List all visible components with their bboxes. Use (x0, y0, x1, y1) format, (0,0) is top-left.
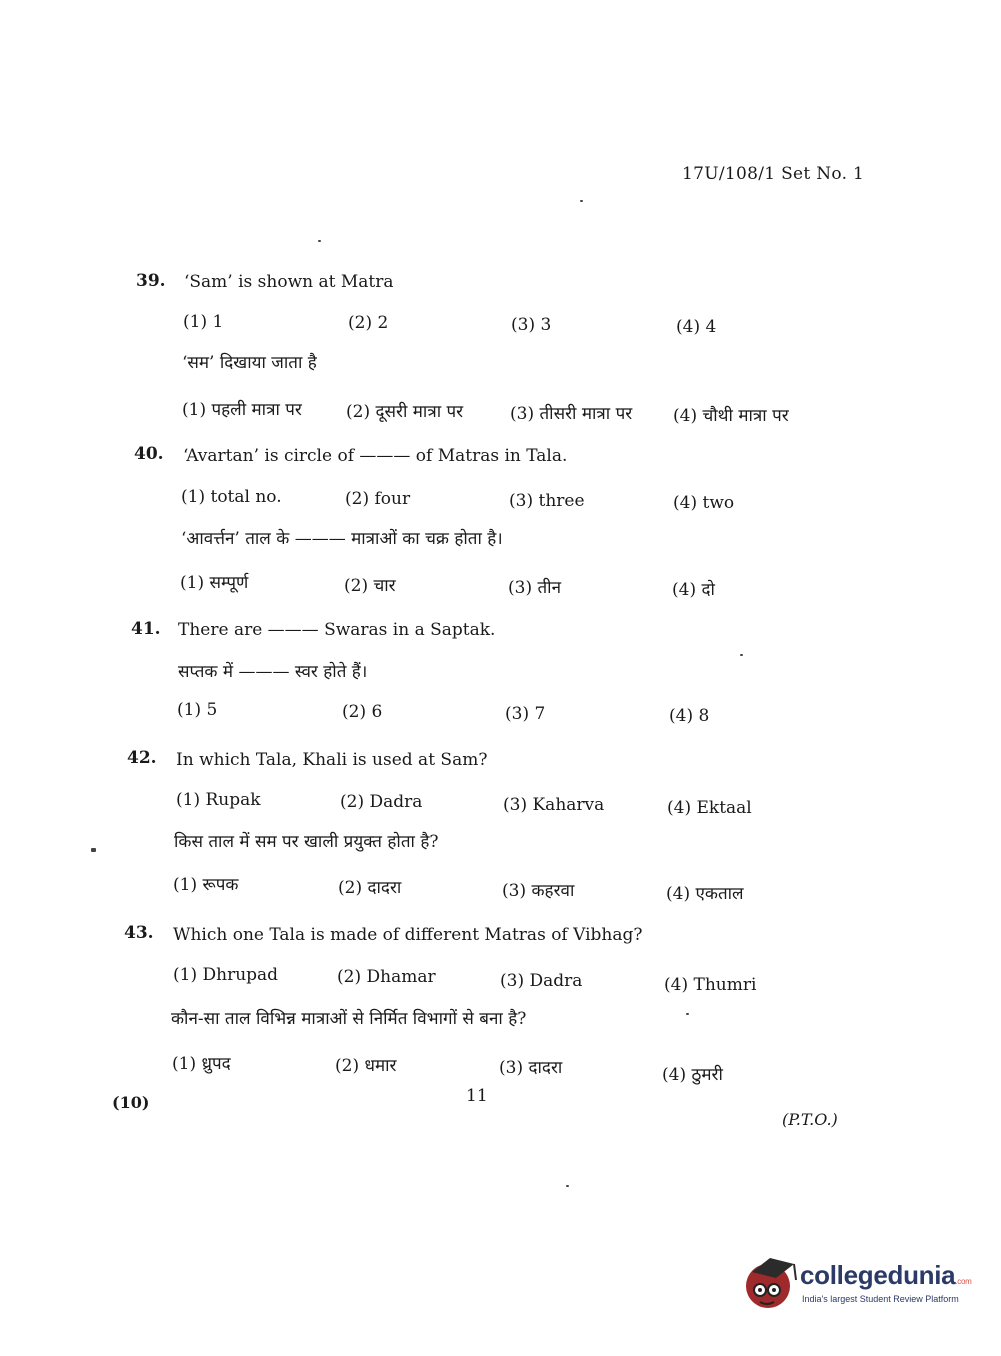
option: (2) four (345, 489, 411, 509)
option: (3) कहरवा (502, 881, 575, 901)
header-code: 17U/108/1 Set No. 1 (682, 164, 865, 184)
option: (3) Kaharva (503, 795, 605, 815)
option: (1) ध्रुपद (172, 1054, 231, 1074)
option: (3) 3 (511, 315, 552, 335)
page-number: 11 (466, 1086, 488, 1106)
option: (4) ठुमरी (662, 1065, 723, 1085)
option: (1) पहली मात्रा पर (182, 400, 302, 420)
option: (1) Rupak (176, 790, 261, 810)
question-text-hi: किस ताल में सम पर खाली प्रयुक्त होता है? (174, 832, 439, 852)
option: (3) तीन (508, 578, 562, 598)
pto-label: (P.T.O.) (782, 1110, 838, 1129)
option: (3) 7 (505, 704, 546, 724)
scan-speck (740, 654, 743, 656)
question-text-hi: सप्तक में ——— स्वर होते हैं। (178, 662, 368, 682)
option: (2) Dhamar (337, 967, 436, 987)
option: (1) 5 (177, 700, 218, 720)
scan-speck (318, 240, 321, 242)
logo-name: collegedunia (800, 1260, 956, 1290)
logo-wordmark (800, 1260, 971, 1291)
option: (4) 4 (676, 317, 717, 337)
option: (4) एकताल (666, 884, 744, 904)
option: (3) three (509, 491, 585, 511)
question-text-hi: ‘सम’ दिखाया जाता है (182, 353, 317, 373)
option: (4) चौथी मात्रा पर (673, 406, 789, 426)
footer-code: (10) (112, 1093, 150, 1112)
question-text-en: In which Tala, Khali is used at Sam? (176, 750, 488, 770)
question-number: 41. (131, 619, 161, 639)
option: (2) चार (344, 576, 396, 596)
scan-speck (580, 200, 583, 202)
option: (1) 1 (183, 312, 224, 332)
question-text-en: ‘Sam’ is shown at Matra (184, 272, 394, 292)
question-text-hi: ‘आवर्त्तन’ ताल के ——— मात्राओं का चक्र होता है। (181, 529, 503, 549)
question-text-en: There are ——— Swaras in a Saptak. (178, 620, 496, 640)
option: (4) दो (672, 580, 715, 600)
collegedunia-logo (742, 1250, 972, 1314)
scan-speck (91, 848, 96, 852)
scan-speck (686, 1013, 689, 1015)
option: (3) तीसरी मात्रा पर (510, 404, 633, 424)
mascot-icon (742, 1250, 798, 1314)
option: (2) दूसरी मात्रा पर (346, 402, 464, 422)
option: (3) Dadra (500, 971, 583, 991)
option: (4) 8 (669, 706, 710, 726)
logo-dotcom: .com (955, 1277, 972, 1286)
option: (1) total no. (181, 487, 282, 507)
logo-tagline: India's largest Student Review Platform (802, 1294, 959, 1304)
question-number: 43. (124, 923, 154, 943)
option: (2) Dadra (340, 792, 423, 812)
option: (2) 2 (348, 313, 389, 333)
question-text-en: ‘Avartan’ is circle of ——— of Matras in Tala. (183, 446, 568, 466)
question-text-en: Which one Tala is made of different Matras of Vibhag? (173, 925, 643, 945)
question-text-hi: कौन-सा ताल विभिन्न मात्राओं से निर्मित विभागों से बना है? (171, 1009, 527, 1029)
option: (2) 6 (342, 702, 383, 722)
option: (1) रूपक (173, 875, 239, 895)
option: (1) Dhrupad (173, 965, 279, 985)
question-number: 40. (134, 444, 164, 464)
option: (4) two (673, 493, 735, 513)
option: (4) Thumri (664, 975, 757, 995)
option: (2) दादरा (338, 878, 402, 898)
question-number: 39. (136, 271, 166, 291)
option: (4) Ektaal (667, 798, 752, 818)
scan-speck (566, 1185, 569, 1187)
question-number: 42. (127, 748, 157, 768)
option: (1) सम्पूर्ण (180, 573, 249, 593)
option: (2) धमार (335, 1056, 397, 1076)
option: (3) दादरा (499, 1058, 563, 1078)
